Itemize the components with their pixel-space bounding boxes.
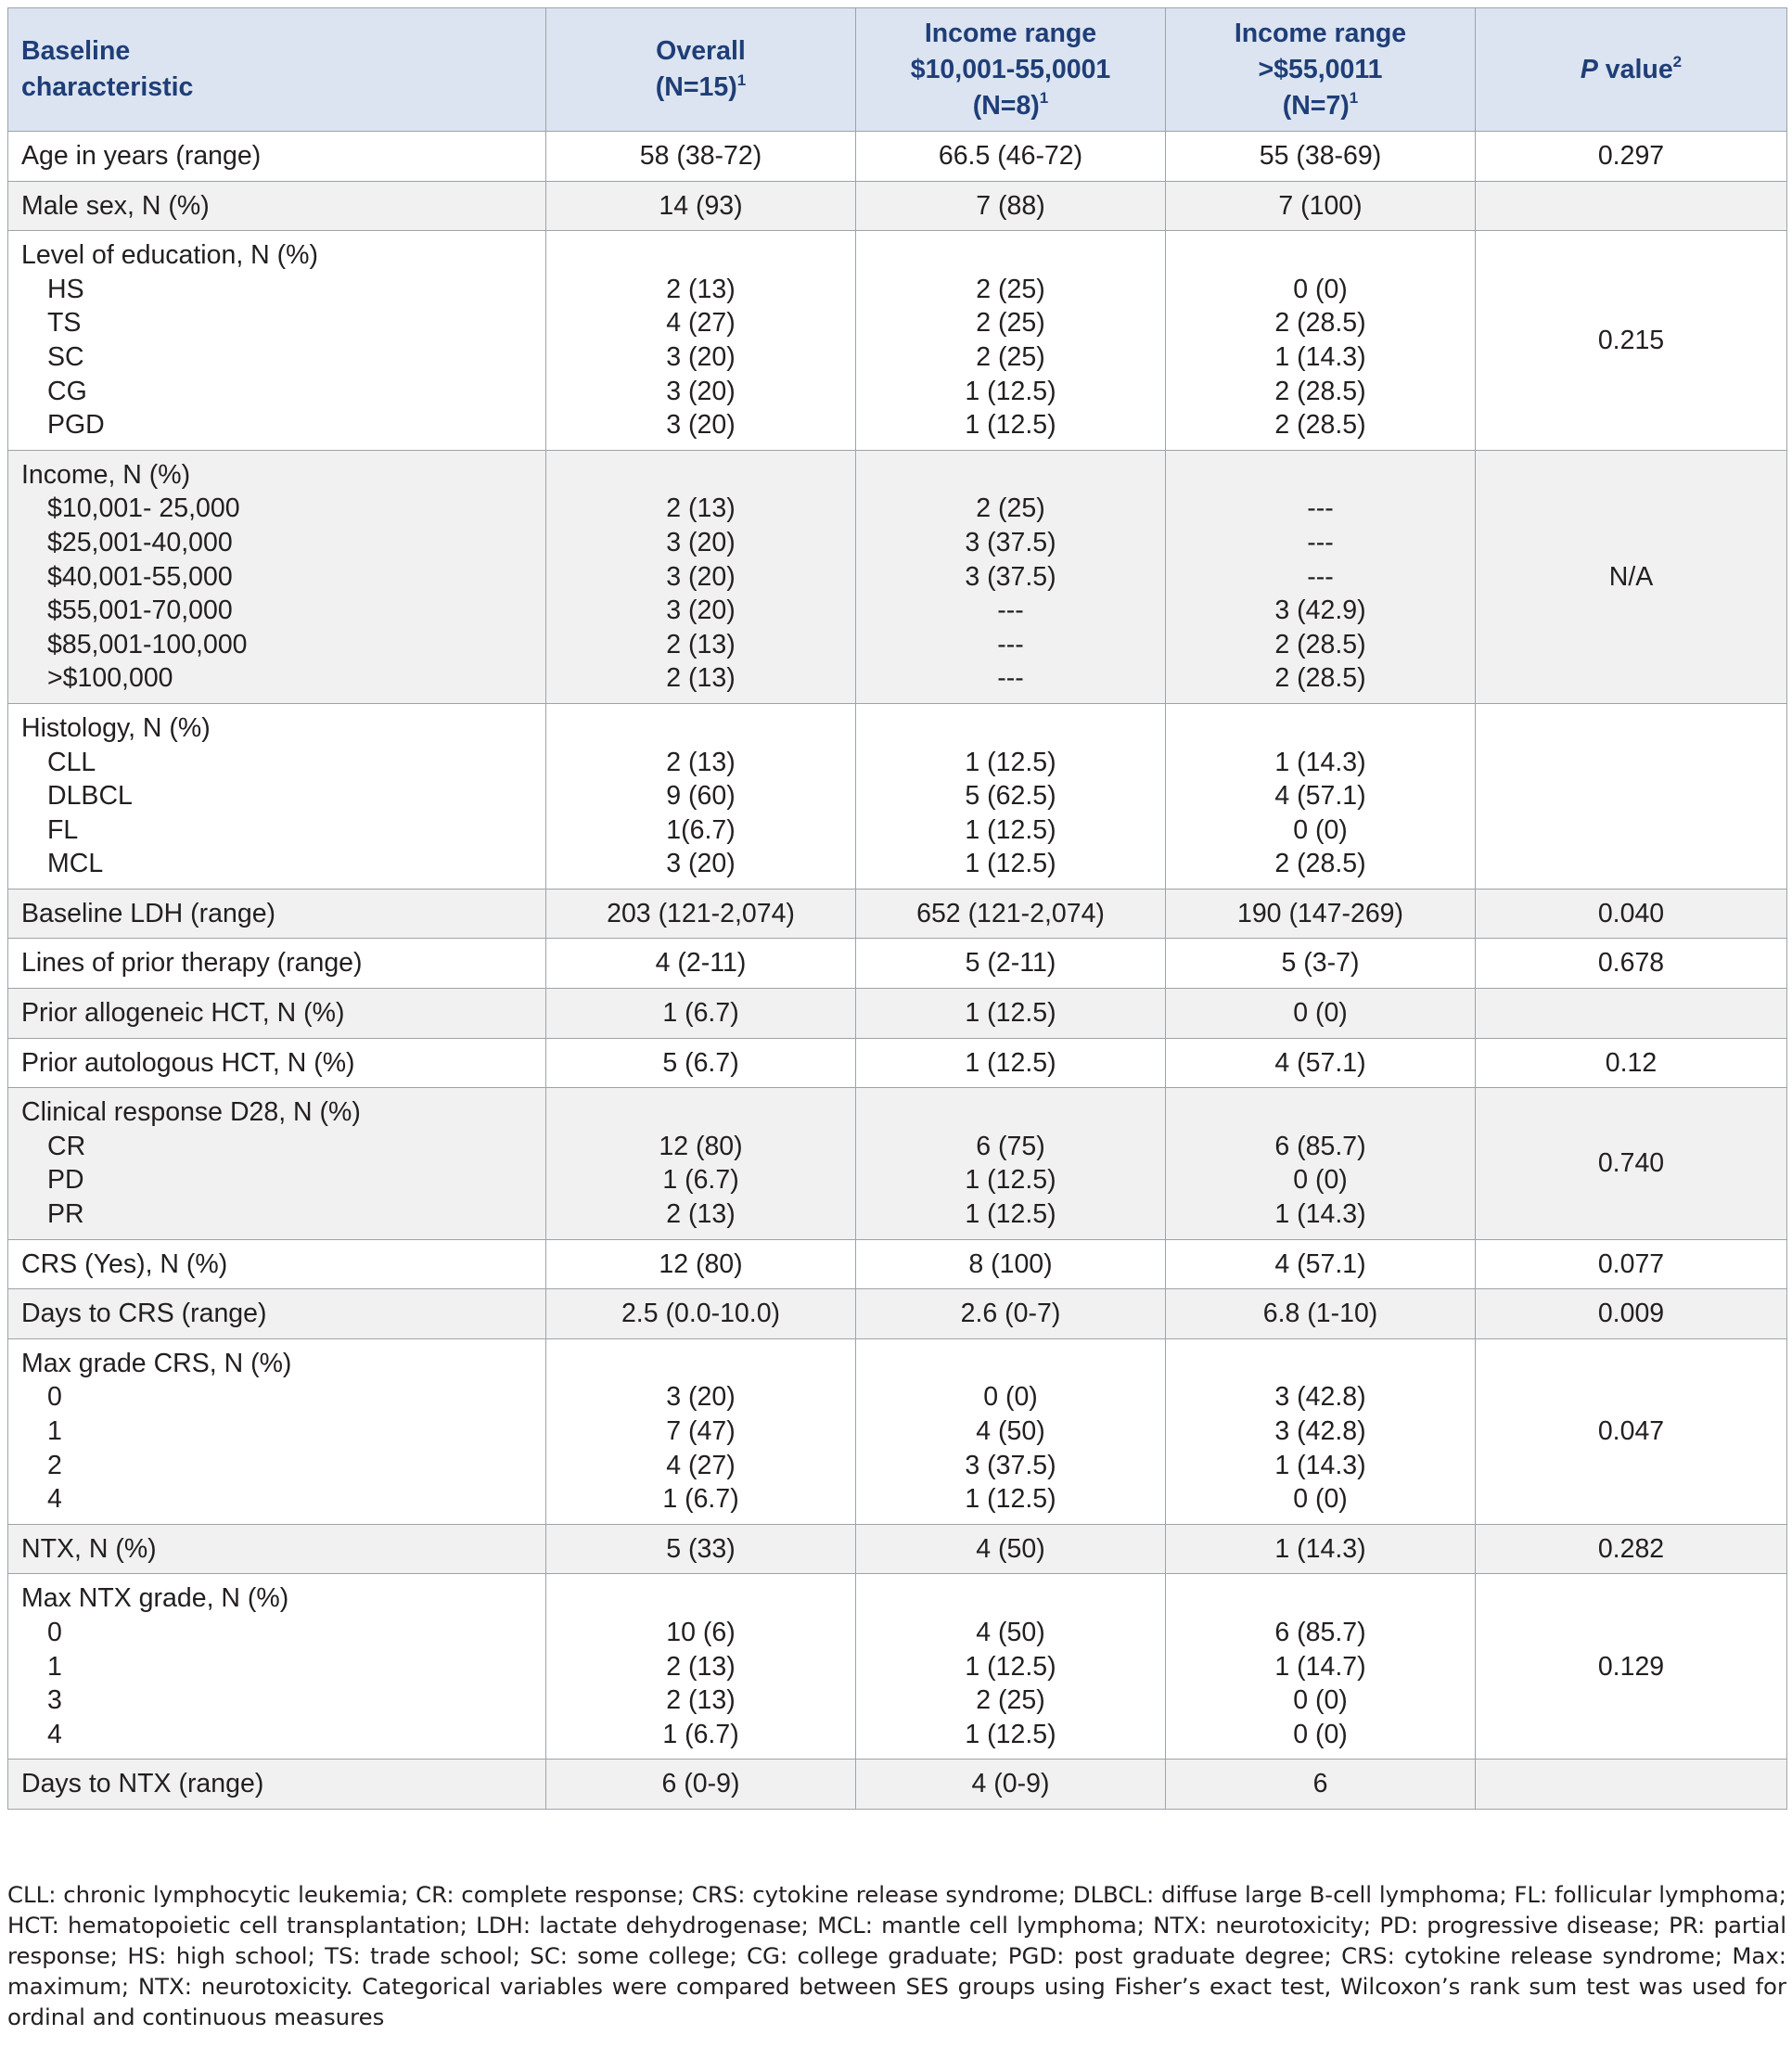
overall-cell (546, 1574, 856, 1760)
cell-value: 9 (60) (666, 781, 736, 812)
cell-value: 3 (20) (666, 561, 736, 592)
cell-value: 4 (57.1) (1274, 781, 1366, 812)
overall-cell (546, 132, 856, 182)
income-high-cell (1166, 181, 1476, 231)
row-sublabel: CR (47, 1131, 86, 1161)
characteristic-cell (8, 1760, 546, 1810)
cell-value (1179, 458, 1462, 493)
cell-value: 5 (6.7) (662, 1047, 739, 1078)
cell-value: 2.5 (0.0-10.0) (621, 1299, 781, 1329)
table-row (8, 889, 1787, 939)
row-label: Prior allogeneic HCT, N (%) (21, 998, 345, 1029)
row-label: NTX, N (%) (21, 1533, 157, 1564)
characteristic-cell (8, 889, 546, 939)
row-label: Histology, N (%) (21, 712, 211, 743)
header-income-high: Income range >$55,0011 (N=7)$^1$ (1166, 8, 1476, 132)
income-high-cell (1166, 1338, 1476, 1524)
overall-cell (546, 181, 856, 231)
cell-value (869, 1581, 1152, 1616)
cell-value: 1 (12.5) (965, 814, 1056, 845)
cell-value: 1 (6.7) (662, 1719, 739, 1749)
income-high-cell (1166, 132, 1476, 182)
cell-value: --- (1307, 561, 1334, 592)
cell-value: 2 (25) (976, 274, 1045, 304)
cell-value: 1 (6.7) (662, 998, 739, 1029)
p-value-cell: 0.009 (1476, 1289, 1787, 1339)
cell-value: 1 (12.5) (965, 376, 1056, 406)
cell-value: 1 (12.5) (965, 1199, 1056, 1230)
p-value-cell: 0.047 (1476, 1338, 1787, 1524)
income-low-cell (856, 181, 1166, 231)
cell-value: 3 (42.8) (1274, 1382, 1366, 1413)
p-value-cell: 0.297 (1476, 132, 1787, 182)
cell-value: 6 (85.7) (1274, 1131, 1366, 1161)
cell-value (559, 711, 842, 746)
cell-value: 2 (28.5) (1274, 663, 1366, 694)
cell-value: --- (1307, 527, 1334, 557)
income-low-cell (856, 1289, 1166, 1339)
income-low-cell (856, 1574, 1166, 1760)
overall-cell (546, 1289, 856, 1339)
cell-value: 0 (0) (1293, 274, 1348, 304)
cell-value (559, 1581, 842, 1616)
row-label: Age in years (range) (21, 141, 262, 171)
cell-value: 2 (13) (666, 747, 736, 777)
cell-value: 3 (20) (666, 849, 736, 879)
income-low-cell (856, 889, 1166, 939)
cell-value: 1 (14.7) (1274, 1651, 1366, 1682)
cell-value (869, 711, 1152, 746)
cell-value: 3 (20) (666, 341, 736, 372)
row-sublabel: FL (47, 814, 79, 845)
overall-cell (546, 1239, 856, 1289)
cell-value: --- (997, 595, 1024, 626)
cell-value (869, 1095, 1152, 1130)
table-row (8, 1239, 1787, 1289)
cell-value: 1 (12.5) (965, 1719, 1056, 1749)
row-label: Baseline LDH (range) (21, 898, 276, 928)
cell-value: 5 (3-7) (1281, 948, 1360, 979)
income-low-cell (856, 1088, 1166, 1239)
table-footnote: CLL: chronic lymphocytic leukemia; CR: complete response; CRS: cytokine release syndrome; DLBCL: diffuse large B-cell lymphoma; FL: follicular lymphoma; HCT: hematopoietic cell transplantation; LDH: lactate dehydrogenase; MCL: mantle cell lymphoma; NTX: neurotoxicity; PD: progressive disease; PR: partial response; HS: high school; TS: trade school; SC: some college; CG: college graduate; PGD: post graduate degree; CRS: cytokine release syndrome; Max: maximum; NTX: neurotoxicity. Categorical variables were compared between SES groups using Fisher’s exact test, Wilcoxon’s rank sum test was used for ordinal and continuous measures (7, 1881, 1786, 2030)
cell-value: 4 (50) (976, 1416, 1045, 1446)
cell-value: 2 (25) (976, 493, 1045, 524)
overall-cell (546, 1088, 856, 1239)
cell-value: 3 (20) (666, 1382, 736, 1413)
characteristic-cell (8, 939, 546, 989)
cell-value: 4 (57.1) (1274, 1047, 1366, 1078)
header-p-value: P value$^2$ (1476, 8, 1787, 132)
cell-value: 3 (37.5) (965, 1450, 1056, 1480)
cell-value: 3 (37.5) (965, 527, 1056, 557)
overall-cell (546, 231, 856, 451)
table-body (8, 132, 1787, 1810)
cell-value: 0 (0) (1293, 1719, 1348, 1749)
cell-value: 12 (80) (659, 1131, 743, 1161)
characteristic-cell (8, 1289, 546, 1339)
header-row (8, 8, 1787, 132)
cell-value: 4 (57.1) (1274, 1248, 1366, 1279)
row-sublabel: PD (47, 1165, 84, 1196)
cell-value: 14 (93) (659, 190, 743, 221)
characteristic-cell (8, 181, 546, 231)
cell-value: 5 (62.5) (965, 781, 1056, 812)
row-sublabel: TS (47, 308, 82, 339)
income-high-cell (1166, 1289, 1476, 1339)
cell-value: 5 (2-11) (965, 948, 1056, 979)
row-sublabel: SC (47, 341, 84, 372)
row-sublabel: >$100,000 (47, 663, 173, 694)
row-label: Prior autologous HCT, N (%) (21, 1047, 355, 1078)
cell-value: 2 (13) (666, 1199, 736, 1230)
income-high-cell (1166, 703, 1476, 889)
table-row (8, 939, 1787, 989)
cell-value: 2 (13) (666, 629, 736, 659)
cell-value: 3 (20) (666, 410, 736, 441)
cell-value: 2 (28.5) (1274, 849, 1366, 879)
cell-value: 1 (6.7) (662, 1484, 739, 1515)
row-label: Lines of prior therapy (range) (21, 948, 363, 979)
p-value-cell: 0.12 (1476, 1038, 1787, 1088)
characteristic-cell (8, 989, 546, 1039)
row-sublabel: 1 (47, 1651, 62, 1682)
row-label: Income, N (%) (21, 459, 191, 490)
cell-value: 1 (14.3) (1274, 341, 1366, 372)
p-value-cell (1476, 181, 1787, 231)
overall-cell (546, 1038, 856, 1088)
row-sublabel: $40,001-55,000 (47, 561, 233, 592)
table-row (8, 231, 1787, 451)
row-sublabel: $55,001-70,000 (47, 595, 233, 626)
p-value-cell: 0.678 (1476, 939, 1787, 989)
cell-value: 55 (38-69) (1259, 141, 1382, 171)
p-value-cell: N/A (1476, 450, 1787, 703)
cell-value: 1 (12.5) (965, 1047, 1056, 1078)
cell-value (559, 1095, 842, 1130)
income-low-cell (856, 450, 1166, 703)
row-sublabel: 0 (47, 1617, 62, 1647)
cell-value: 1 (14.3) (1274, 1533, 1366, 1564)
cell-value (869, 238, 1152, 273)
income-high-cell (1166, 231, 1476, 451)
cell-value: 1(6.7) (666, 814, 736, 845)
cell-value: 1 (12.5) (965, 1165, 1056, 1196)
cell-value (559, 238, 842, 273)
cell-value: 1 (6.7) (662, 1165, 739, 1196)
table-row (8, 181, 1787, 231)
p-value-cell (1476, 703, 1787, 889)
cell-value (1179, 711, 1462, 746)
cell-value: 3 (20) (666, 595, 736, 626)
cell-value: 10 (6) (666, 1617, 736, 1647)
table-row (8, 989, 1787, 1039)
cell-value: 2 (25) (976, 1685, 1045, 1716)
header-income-low: Income range $10,001-55,0001 (N=8)$^1$ (856, 8, 1166, 132)
income-low-cell (856, 1239, 1166, 1289)
row-sublabel: 3 (47, 1685, 62, 1716)
overall-cell (546, 703, 856, 889)
p-value-cell: 0.282 (1476, 1524, 1787, 1574)
income-high-cell (1166, 939, 1476, 989)
income-high-cell (1166, 1760, 1476, 1810)
table-row (8, 450, 1787, 703)
cell-value: 3 (20) (666, 376, 736, 406)
cell-value: 190 (147-269) (1236, 898, 1404, 928)
table-row (8, 1524, 1787, 1574)
table-row (8, 1760, 1787, 1810)
cell-value: 0 (0) (983, 1382, 1038, 1413)
cell-value: 7 (100) (1278, 190, 1363, 221)
overall-cell (546, 989, 856, 1039)
characteristic-cell (8, 1338, 546, 1524)
row-label: Max grade CRS, N (%) (21, 1348, 292, 1378)
table-header (8, 8, 1787, 132)
cell-value: 66.5 (46-72) (938, 141, 1083, 171)
cell-value (869, 458, 1152, 493)
income-high-cell (1166, 1239, 1476, 1289)
income-high-cell (1166, 989, 1476, 1039)
table-row (8, 132, 1787, 182)
baseline-characteristics-table (7, 7, 1787, 1810)
row-label: Level of education, N (%) (21, 240, 318, 271)
cell-value: 2 (25) (976, 341, 1045, 372)
cell-value: 1 (12.5) (965, 1484, 1056, 1515)
cell-value: 3 (42.8) (1274, 1416, 1366, 1446)
cell-value: 4 (50) (976, 1533, 1045, 1564)
cell-value: 1 (12.5) (965, 1651, 1056, 1682)
cell-value: 3 (20) (666, 527, 736, 557)
overall-cell (546, 450, 856, 703)
overall-cell (546, 889, 856, 939)
cell-value: 1 (14.3) (1274, 1450, 1366, 1480)
cell-value: 6 (85.7) (1274, 1617, 1366, 1647)
cell-value: 2.6 (0-7) (960, 1299, 1061, 1329)
income-low-cell (856, 703, 1166, 889)
row-label: Days to NTX (range) (21, 1769, 264, 1799)
cell-value: 7 (88) (976, 190, 1045, 221)
overall-cell (546, 1760, 856, 1810)
cell-value: 6 (1312, 1769, 1328, 1799)
row-sublabel: 2 (47, 1450, 62, 1480)
cell-value: 58 (38-72) (639, 141, 762, 171)
row-sublabel: 1 (47, 1416, 62, 1446)
cell-value: 0 (0) (1293, 814, 1348, 845)
p-value-cell: 0.129 (1476, 1574, 1787, 1760)
header-baseline-characteristic: Baseline characteristic (8, 8, 546, 132)
row-label: Max NTX grade, N (%) (21, 1583, 289, 1614)
cell-value (1179, 1095, 1462, 1130)
header-overall: Overall (N=15)$^1$ (546, 8, 856, 132)
cell-value: 1 (12.5) (965, 998, 1056, 1029)
cell-value: 4 (50) (976, 1617, 1045, 1647)
row-sublabel: HS (47, 274, 84, 304)
overall-cell (546, 939, 856, 989)
cell-value: 0 (0) (1293, 1685, 1348, 1716)
characteristic-cell (8, 1574, 546, 1760)
cell-value (1179, 238, 1462, 273)
cell-value (1179, 1347, 1462, 1381)
characteristic-cell (8, 450, 546, 703)
cell-value: 4 (27) (666, 308, 736, 339)
income-low-cell (856, 989, 1166, 1039)
row-sublabel: 4 (47, 1719, 62, 1749)
row-sublabel: MCL (47, 849, 104, 879)
table-row (8, 1574, 1787, 1760)
characteristic-cell (8, 1088, 546, 1239)
cell-value: --- (1307, 493, 1334, 524)
overall-cell (546, 1338, 856, 1524)
cell-value: 6 (75) (976, 1131, 1045, 1161)
p-value-cell: 0.077 (1476, 1239, 1787, 1289)
cell-value: 5 (33) (666, 1533, 736, 1564)
cell-value: 652 (121-2,074) (916, 898, 1105, 928)
cell-value: 2 (13) (666, 1651, 736, 1682)
cell-value: 2 (13) (666, 274, 736, 304)
income-low-cell (856, 939, 1166, 989)
row-sublabel: CLL (47, 747, 96, 777)
cell-value: 0 (0) (1293, 1165, 1348, 1196)
cell-value: 2 (25) (976, 308, 1045, 339)
cell-value: 6.8 (1-10) (1262, 1299, 1378, 1329)
cell-value: 1 (14.3) (1274, 747, 1366, 777)
cell-value: 12 (80) (659, 1248, 743, 1279)
cell-value: 3 (37.5) (965, 561, 1056, 592)
income-low-cell (856, 231, 1166, 451)
row-label: Male sex, N (%) (21, 190, 210, 221)
row-sublabel: CG (47, 376, 87, 406)
cell-value: 2 (28.5) (1274, 308, 1366, 339)
cell-value: 2 (13) (666, 493, 736, 524)
income-high-cell (1166, 450, 1476, 703)
income-low-cell (856, 132, 1166, 182)
characteristic-cell (8, 703, 546, 889)
cell-value: 4 (0-9) (971, 1769, 1050, 1799)
cell-value: 2 (13) (666, 1685, 736, 1716)
cell-value: 4 (27) (666, 1450, 736, 1480)
cell-value: 2 (28.5) (1274, 410, 1366, 441)
cell-value: 4 (2-11) (655, 948, 747, 979)
row-label: Clinical response D28, N (%) (21, 1097, 361, 1128)
cell-value (559, 1347, 842, 1381)
p-value-cell (1476, 1760, 1787, 1810)
characteristic-cell (8, 1038, 546, 1088)
baseline-characteristics-table-container (7, 7, 1786, 1810)
characteristic-cell (8, 231, 546, 451)
table-row (8, 1088, 1787, 1239)
row-sublabel: PR (47, 1199, 84, 1230)
p-value-cell (1476, 989, 1787, 1039)
row-sublabel: $25,001-40,000 (47, 527, 233, 557)
characteristic-cell (8, 132, 546, 182)
cell-value: 8 (100) (968, 1248, 1053, 1279)
characteristic-cell (8, 1524, 546, 1574)
cell-value: --- (997, 629, 1024, 659)
cell-value: 0 (0) (1293, 998, 1348, 1029)
cell-value: 0 (0) (1293, 1484, 1348, 1515)
cell-value: 1 (12.5) (965, 410, 1056, 441)
cell-value: --- (997, 663, 1024, 694)
cell-value (1179, 1581, 1462, 1616)
income-high-cell (1166, 889, 1476, 939)
cell-value: 1 (12.5) (965, 849, 1056, 879)
income-low-cell (856, 1760, 1166, 1810)
table-row (8, 1289, 1787, 1339)
income-low-cell (856, 1338, 1166, 1524)
cell-value: 2 (13) (666, 663, 736, 694)
row-sublabel: DLBCL (47, 781, 133, 812)
cell-value (559, 458, 842, 493)
p-value-cell: 0.040 (1476, 889, 1787, 939)
cell-value (869, 1347, 1152, 1381)
overall-cell (546, 1524, 856, 1574)
cell-value: 1 (14.3) (1274, 1199, 1366, 1230)
income-high-cell (1166, 1088, 1476, 1239)
income-high-cell (1166, 1574, 1476, 1760)
cell-value: 203 (121-2,074) (607, 898, 795, 928)
row-label: Days to CRS (range) (21, 1299, 267, 1329)
row-sublabel: 0 (47, 1382, 62, 1413)
cell-value: 7 (47) (666, 1416, 736, 1446)
table-row (8, 1338, 1787, 1524)
income-low-cell (856, 1038, 1166, 1088)
cell-value: 2 (28.5) (1274, 376, 1366, 406)
row-label: CRS (Yes), N (%) (21, 1248, 228, 1279)
income-high-cell (1166, 1524, 1476, 1574)
table-row (8, 703, 1787, 889)
row-sublabel: $10,001- 25,000 (47, 493, 240, 524)
cell-value: 3 (42.9) (1274, 595, 1366, 626)
income-low-cell (856, 1524, 1166, 1574)
cell-value: 1 (12.5) (965, 747, 1056, 777)
row-sublabel: PGD (47, 410, 105, 441)
characteristic-cell (8, 1239, 546, 1289)
p-value-cell: 0.740 (1476, 1088, 1787, 1239)
row-sublabel: $85,001-100,000 (47, 629, 248, 659)
cell-value: 2 (28.5) (1274, 629, 1366, 659)
income-high-cell (1166, 1038, 1476, 1088)
p-value-cell: 0.215 (1476, 231, 1787, 451)
cell-value: 6 (0-9) (661, 1769, 740, 1799)
row-sublabel: 4 (47, 1484, 62, 1515)
table-row (8, 1038, 1787, 1088)
